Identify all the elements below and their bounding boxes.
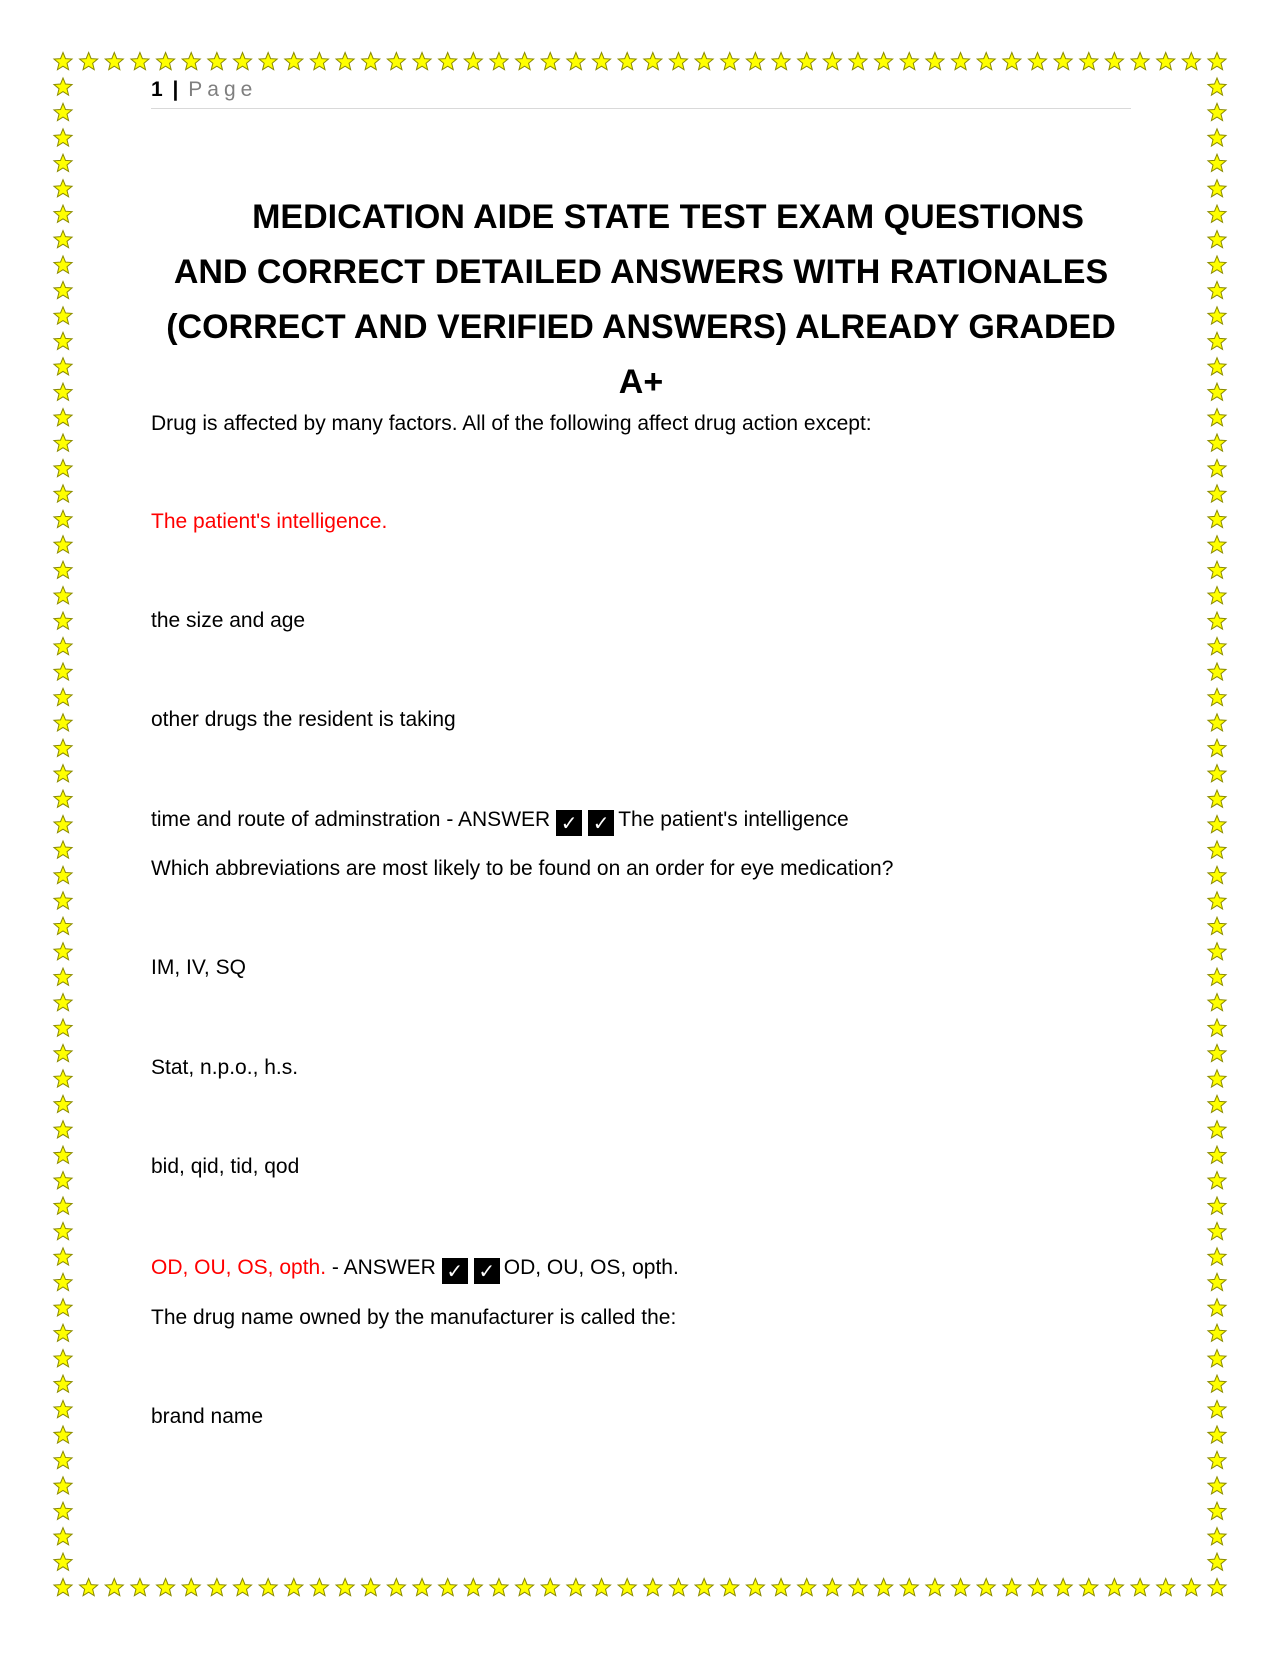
star-icon [1208, 816, 1226, 833]
star-icon [54, 1324, 72, 1341]
star-icon [1208, 943, 1226, 960]
star-icon [362, 1579, 380, 1596]
star-icon [772, 1579, 790, 1596]
star-icon [413, 1579, 431, 1596]
star-icon [54, 1095, 72, 1112]
star-icon [54, 1375, 72, 1392]
star-icon [54, 1146, 72, 1163]
star-icon [54, 1273, 72, 1290]
page-header [151, 76, 1131, 109]
checkmark-icon: ✓ [556, 810, 582, 836]
star-icon [54, 383, 72, 400]
star-icon [1208, 892, 1226, 909]
star-icon [54, 1019, 72, 1036]
option: bid, qid, tid, qod [151, 1155, 300, 1178]
star-icon [1208, 332, 1226, 349]
star-icon [80, 53, 98, 70]
star-icon [54, 714, 72, 731]
star-icon [1208, 129, 1226, 146]
star-icon [1208, 1553, 1226, 1570]
star-icon [593, 53, 611, 70]
star-icon [1003, 1579, 1021, 1596]
star-icon [1131, 53, 1149, 70]
star-icon [772, 53, 790, 70]
star-icon [952, 1579, 970, 1596]
star-icon [1208, 917, 1226, 934]
star-icon [1182, 53, 1200, 70]
star-icon [669, 1579, 687, 1596]
star-icon [54, 612, 72, 629]
star-icon [54, 816, 72, 833]
star-icon [1208, 1426, 1226, 1443]
option: IM, IV, SQ [151, 956, 246, 979]
star-icon [1208, 53, 1226, 70]
star-icon [490, 1579, 508, 1596]
question-text: Drug is affected by many factors. All of the following affect drug action except: [151, 412, 872, 435]
answer-text: The patient's intelligence [618, 808, 849, 831]
question-text: The drug name owned by the manufacturer is called the: [151, 1306, 677, 1329]
star-icon [1054, 53, 1072, 70]
star-icon [54, 510, 72, 527]
title-line-3: (CORRECT AND VERIFIED ANSWERS) ALREADY GRADED [166, 308, 1116, 346]
star-icon [54, 663, 72, 680]
star-icon [1208, 1197, 1226, 1214]
star-icon [182, 1579, 200, 1596]
star-icon [1208, 1273, 1226, 1290]
star-icon [746, 53, 764, 70]
star-icon [259, 53, 277, 70]
star-icon [1157, 1579, 1175, 1596]
star-icon [1208, 866, 1226, 883]
star-icon [54, 485, 72, 502]
star-icon [1208, 1248, 1226, 1265]
star-icon [54, 231, 72, 248]
correct-option: OD, OU, OS, opth. [151, 1256, 327, 1279]
page-label: Page [188, 78, 258, 101]
star-icon [233, 1579, 251, 1596]
star-icon [1208, 637, 1226, 654]
star-icon [1208, 561, 1226, 578]
star-icon [1208, 790, 1226, 807]
star-icon [1208, 1502, 1226, 1519]
star-icon [54, 739, 72, 756]
star-icon [1208, 485, 1226, 502]
star-icon [900, 53, 918, 70]
document-title [151, 190, 1131, 410]
star-icon [54, 892, 72, 909]
star-icon [1080, 1579, 1098, 1596]
star-icon [1208, 256, 1226, 273]
star-icon [669, 53, 687, 70]
star-icon [1208, 587, 1226, 604]
star-icon [1208, 1095, 1226, 1112]
star-icon [977, 1579, 995, 1596]
star-icon [259, 1579, 277, 1596]
star-icon [1208, 1299, 1226, 1316]
title-line-1: MEDICATION AIDE STATE TEST EXAM QUESTIONS [252, 198, 1084, 236]
star-icon [1028, 1579, 1046, 1596]
star-icon [1208, 307, 1226, 324]
option: Stat, n.p.o., h.s. [151, 1056, 299, 1079]
title-line-4: A+ [618, 363, 664, 401]
star-icon [1182, 1579, 1200, 1596]
star-icon [54, 1528, 72, 1545]
star-icon [1157, 53, 1175, 70]
star-icon [1208, 180, 1226, 197]
star-icon [1208, 968, 1226, 985]
star-icon [1208, 409, 1226, 426]
star-icon [387, 53, 405, 70]
title-line-2: AND CORRECT DETAILED ANSWERS WITH RATIONALES [173, 253, 1109, 291]
star-icon [54, 917, 72, 934]
star-icon [1208, 1070, 1226, 1087]
star-icon [310, 1579, 328, 1596]
star-icon [695, 53, 713, 70]
star-icon [208, 1579, 226, 1596]
star-icon [644, 1579, 662, 1596]
star-icon [926, 53, 944, 70]
star-icon [516, 1579, 534, 1596]
checkmark-icon: ✓ [474, 1258, 500, 1284]
star-icon [54, 307, 72, 324]
star-icon [875, 53, 893, 70]
star-icon [387, 1579, 405, 1596]
star-icon [54, 968, 72, 985]
star-icon [1208, 1350, 1226, 1367]
star-icon [131, 53, 149, 70]
star-icon [516, 53, 534, 70]
star-icon [1208, 281, 1226, 298]
star-icon [1208, 765, 1226, 782]
star-icon [157, 53, 175, 70]
star-icon [105, 53, 123, 70]
star-icon [54, 637, 72, 654]
star-icon [1208, 1044, 1226, 1061]
star-icon [1208, 1451, 1226, 1468]
star-icon [54, 103, 72, 120]
star-icon [54, 1299, 72, 1316]
star-icon [490, 53, 508, 70]
star-icon [823, 1579, 841, 1596]
star-icon [900, 1579, 918, 1596]
star-icon [54, 180, 72, 197]
star-icon [413, 53, 431, 70]
star-icon [285, 1579, 303, 1596]
star-icon [54, 866, 72, 883]
star-icon [1208, 1146, 1226, 1163]
star-icon [54, 332, 72, 349]
answer-label: - ANSWER [446, 808, 551, 831]
star-icon [1208, 154, 1226, 171]
star-icon [1208, 1121, 1226, 1138]
star-icon [208, 53, 226, 70]
star-icon [54, 943, 72, 960]
star-icon [798, 53, 816, 70]
star-icon [80, 1579, 98, 1596]
star-icon [1208, 1477, 1226, 1494]
star-icon [567, 1579, 585, 1596]
star-icon [54, 1502, 72, 1519]
star-icon [464, 1579, 482, 1596]
star-icon [54, 1172, 72, 1189]
star-icon [1105, 53, 1123, 70]
star-icon [1028, 53, 1046, 70]
star-icon [54, 154, 72, 171]
star-icon [54, 1553, 72, 1570]
star-icon [1208, 78, 1226, 95]
star-icon [285, 53, 303, 70]
star-icon [54, 1579, 72, 1596]
star-icon [54, 1451, 72, 1468]
star-icon [1208, 1528, 1226, 1545]
star-icon [54, 1248, 72, 1265]
star-icon [54, 1070, 72, 1087]
star-icon [54, 409, 72, 426]
star-icon [593, 1579, 611, 1596]
star-icon [54, 536, 72, 553]
question-text: Which abbreviations are most likely to be found on an order for eye medication? [151, 857, 894, 880]
page-separator: | [172, 78, 179, 101]
star-icon [721, 53, 739, 70]
star-icon [1208, 358, 1226, 375]
star-icon [1003, 53, 1021, 70]
star-icon [54, 281, 72, 298]
checkmark-icon: ✓ [442, 1258, 468, 1284]
star-icon [54, 358, 72, 375]
star-icon [618, 1579, 636, 1596]
star-icon [1208, 1222, 1226, 1239]
star-icon [644, 53, 662, 70]
answer-text: OD, OU, OS, opth. [503, 1256, 679, 1279]
star-icon [1208, 510, 1226, 527]
star-icon [439, 1579, 457, 1596]
star-icon [567, 53, 585, 70]
star-icon [1208, 1375, 1226, 1392]
star-icon [1208, 1579, 1226, 1596]
star-icon [54, 765, 72, 782]
option: the size and age [151, 609, 306, 632]
star-icon [54, 1044, 72, 1061]
star-icon [336, 1579, 354, 1596]
star-icon [54, 53, 72, 70]
star-icon [1208, 739, 1226, 756]
star-icon [157, 1579, 175, 1596]
star-icon [54, 790, 72, 807]
option: time and route of adminstration [151, 808, 441, 831]
star-icon [54, 434, 72, 451]
star-icon [54, 1350, 72, 1367]
option: brand name [151, 1405, 264, 1428]
star-icon [1080, 53, 1098, 70]
star-icon [541, 1579, 559, 1596]
star-icon [1208, 841, 1226, 858]
star-icon [54, 1197, 72, 1214]
answer-line [151, 806, 849, 836]
star-icon [54, 129, 72, 146]
star-icon [182, 53, 200, 70]
star-icon [1131, 1579, 1149, 1596]
star-icon [464, 53, 482, 70]
star-icon [798, 1579, 816, 1596]
star-icon [1208, 1019, 1226, 1036]
star-icon [849, 53, 867, 70]
star-icon [1054, 1579, 1072, 1596]
star-icon [926, 1579, 944, 1596]
star-icon [746, 1579, 764, 1596]
answer-line [151, 1254, 679, 1284]
star-icon [54, 994, 72, 1011]
star-icon [1208, 994, 1226, 1011]
star-icon [849, 1579, 867, 1596]
star-icon [1208, 536, 1226, 553]
option: other drugs the resident is taking [151, 708, 456, 731]
star-icon [54, 1426, 72, 1443]
star-icon [54, 1121, 72, 1138]
answer-label: - ANSWER [331, 1256, 436, 1279]
star-icon [875, 1579, 893, 1596]
star-icon [54, 561, 72, 578]
star-icon [54, 205, 72, 222]
star-icon [1208, 459, 1226, 476]
star-icon [1208, 1324, 1226, 1341]
star-icon [1208, 1172, 1226, 1189]
star-icon [54, 688, 72, 705]
star-icon [362, 53, 380, 70]
star-icon [1208, 612, 1226, 629]
star-icon [695, 1579, 713, 1596]
star-icon [1208, 688, 1226, 705]
star-icon [54, 256, 72, 273]
star-icon [54, 78, 72, 95]
star-icon [1208, 205, 1226, 222]
star-icon [1208, 663, 1226, 680]
star-icon [233, 53, 251, 70]
star-icon [54, 587, 72, 604]
star-icon [977, 53, 995, 70]
star-icon [1208, 434, 1226, 451]
star-icon [1208, 231, 1226, 248]
star-icon [131, 1579, 149, 1596]
star-icon [336, 53, 354, 70]
star-icon [439, 53, 457, 70]
star-icon [823, 53, 841, 70]
star-icon [541, 53, 559, 70]
star-icon [54, 1400, 72, 1417]
star-icon [54, 1477, 72, 1494]
star-icon [1208, 103, 1226, 120]
checkmark-icon: ✓ [588, 810, 614, 836]
star-icon [618, 53, 636, 70]
star-icon [54, 459, 72, 476]
correct-option: The patient's intelligence. [151, 510, 388, 533]
star-icon [1105, 1579, 1123, 1596]
star-icon [952, 53, 970, 70]
star-icon [54, 841, 72, 858]
star-icon [1208, 714, 1226, 731]
page-number: 1 [151, 78, 163, 101]
star-icon [310, 53, 328, 70]
star-icon [1208, 1400, 1226, 1417]
star-icon [1208, 383, 1226, 400]
star-icon [54, 1222, 72, 1239]
star-icon [105, 1579, 123, 1596]
star-icon [721, 1579, 739, 1596]
